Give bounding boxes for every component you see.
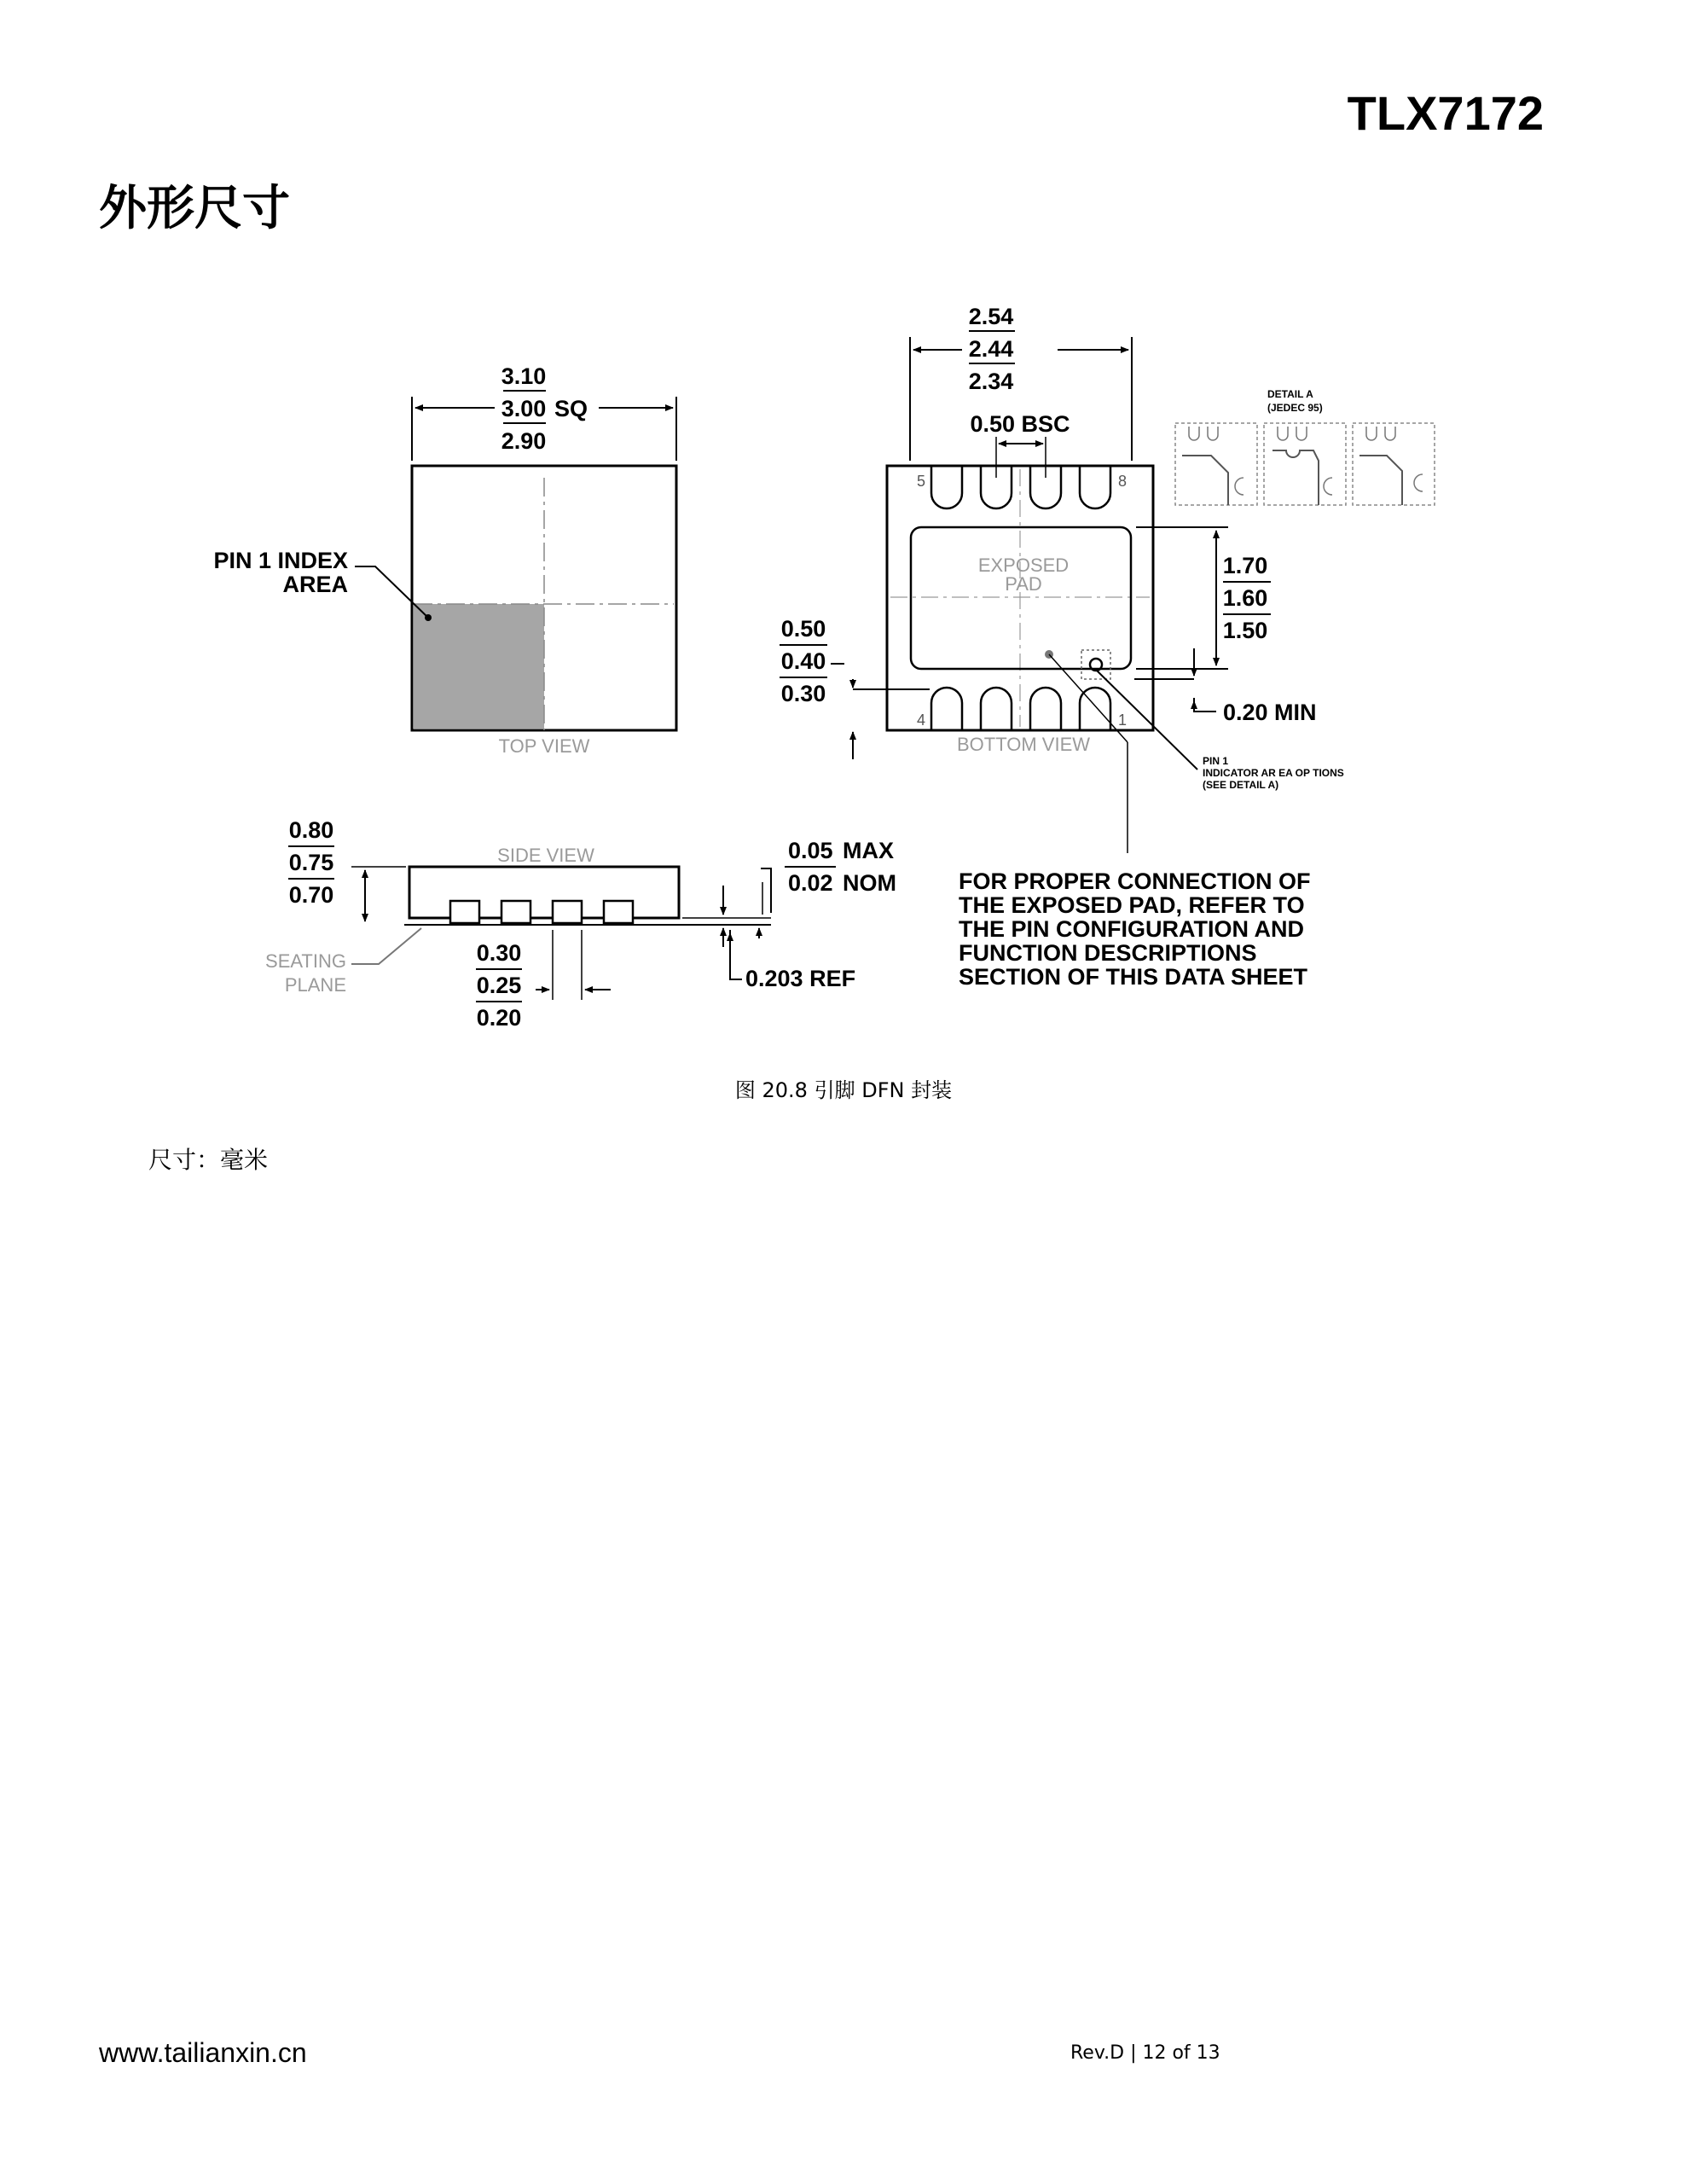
note-line-5: SECTION OF THIS DATA SHEET bbox=[959, 964, 1308, 990]
lead-thickness: 0.203 REF bbox=[745, 966, 856, 991]
clearance-label: 0.20 MIN bbox=[1223, 700, 1317, 725]
lead-length-nom: 0.40 bbox=[780, 648, 826, 674]
figure-caption: 图 20.8 引脚 DFN 封装 bbox=[734, 1078, 953, 1102]
side-height-max: 0.80 bbox=[288, 817, 334, 843]
top-view bbox=[213, 363, 676, 757]
pin1-label-line2: AREA bbox=[282, 572, 348, 597]
lead-length-min: 0.30 bbox=[780, 681, 826, 706]
footer-page-number: Rev.D | 12 of 13 bbox=[1070, 2042, 1220, 2064]
note-line-1: FOR PROPER CONNECTION OF bbox=[959, 868, 1311, 894]
pin1-note-line2: INDICATOR AR EA OP TIONS bbox=[1203, 767, 1344, 779]
pad-height-max: 1.70 bbox=[1222, 553, 1268, 578]
exposed-pad-label-2: PAD bbox=[1005, 573, 1042, 595]
pad-width-min: 2.34 bbox=[968, 369, 1014, 394]
pad-height-min: 1.50 bbox=[1222, 618, 1268, 643]
pin-number-8: 8 bbox=[1117, 473, 1128, 490]
side-view bbox=[265, 817, 896, 1031]
footer-url[interactable]: www.tailianxin.cn bbox=[99, 2037, 307, 2068]
part-number: TLX7172 bbox=[1347, 86, 1544, 140]
pin1-note-line1: PIN 1 bbox=[1203, 755, 1229, 767]
pin-number-5: 5 bbox=[916, 473, 926, 490]
exposed-pad bbox=[911, 527, 1131, 669]
exposed-pad-note bbox=[959, 868, 1311, 990]
standoff-max-suffix: MAX bbox=[843, 838, 894, 863]
pin-number-1: 1 bbox=[1117, 712, 1128, 729]
pitch-label: 0.50 BSC bbox=[970, 411, 1070, 437]
top-view-label: TOP VIEW bbox=[498, 735, 590, 757]
seating-plane-2: PLANE bbox=[284, 974, 346, 996]
lead-width-max: 0.30 bbox=[476, 940, 522, 966]
top-width-nom: 3.00 bbox=[501, 396, 547, 421]
seating-plane-1: SEATING bbox=[265, 950, 346, 972]
pin1-note-line3: (SEE DETAIL A) bbox=[1203, 779, 1279, 791]
detail-title-1: DETAIL A bbox=[1267, 388, 1313, 400]
pin1-label-line1: PIN 1 INDEX bbox=[213, 548, 348, 573]
pad-height-nom: 1.60 bbox=[1222, 585, 1268, 611]
side-view-label: SIDE VIEW bbox=[497, 845, 594, 866]
lead-width-nom: 0.25 bbox=[476, 973, 522, 998]
side-height-nom: 0.75 bbox=[288, 850, 334, 875]
standoff-max: 0.05 bbox=[788, 838, 833, 863]
bottom-view bbox=[780, 304, 1344, 853]
top-width-min: 2.90 bbox=[501, 428, 547, 454]
top-width-suffix: SQ bbox=[554, 396, 588, 421]
note-line-4: FUNCTION DESCRIPTIONS bbox=[959, 940, 1257, 966]
note-line-3: THE PIN CONFIGURATION AND bbox=[959, 916, 1304, 942]
standoff-nom: 0.02 bbox=[788, 870, 833, 896]
standoff-nom-suffix: NOM bbox=[843, 870, 896, 896]
lead-length-max: 0.50 bbox=[780, 616, 826, 642]
exposed-pad-label-1: EXPOSED bbox=[977, 555, 1070, 576]
pad-width-nom: 2.44 bbox=[968, 336, 1014, 362]
lead-width-min: 0.20 bbox=[476, 1005, 522, 1031]
detail-title-2: (JEDEC 95) bbox=[1267, 402, 1323, 414]
pin-number-4: 4 bbox=[916, 712, 926, 729]
detail-a bbox=[1175, 388, 1435, 505]
top-width-max: 3.10 bbox=[501, 363, 547, 389]
bottom-view-label: BOTTOM VIEW bbox=[956, 734, 1091, 755]
section-title: 外形尺寸 bbox=[99, 181, 290, 236]
side-height-min: 0.70 bbox=[288, 882, 334, 908]
unit-note: 尺寸：毫米 bbox=[148, 1146, 269, 1174]
pad-width-max: 2.54 bbox=[968, 304, 1014, 329]
note-line-2: THE EXPOSED PAD, REFER TO bbox=[959, 892, 1305, 918]
pin1-index-area bbox=[414, 604, 544, 729]
